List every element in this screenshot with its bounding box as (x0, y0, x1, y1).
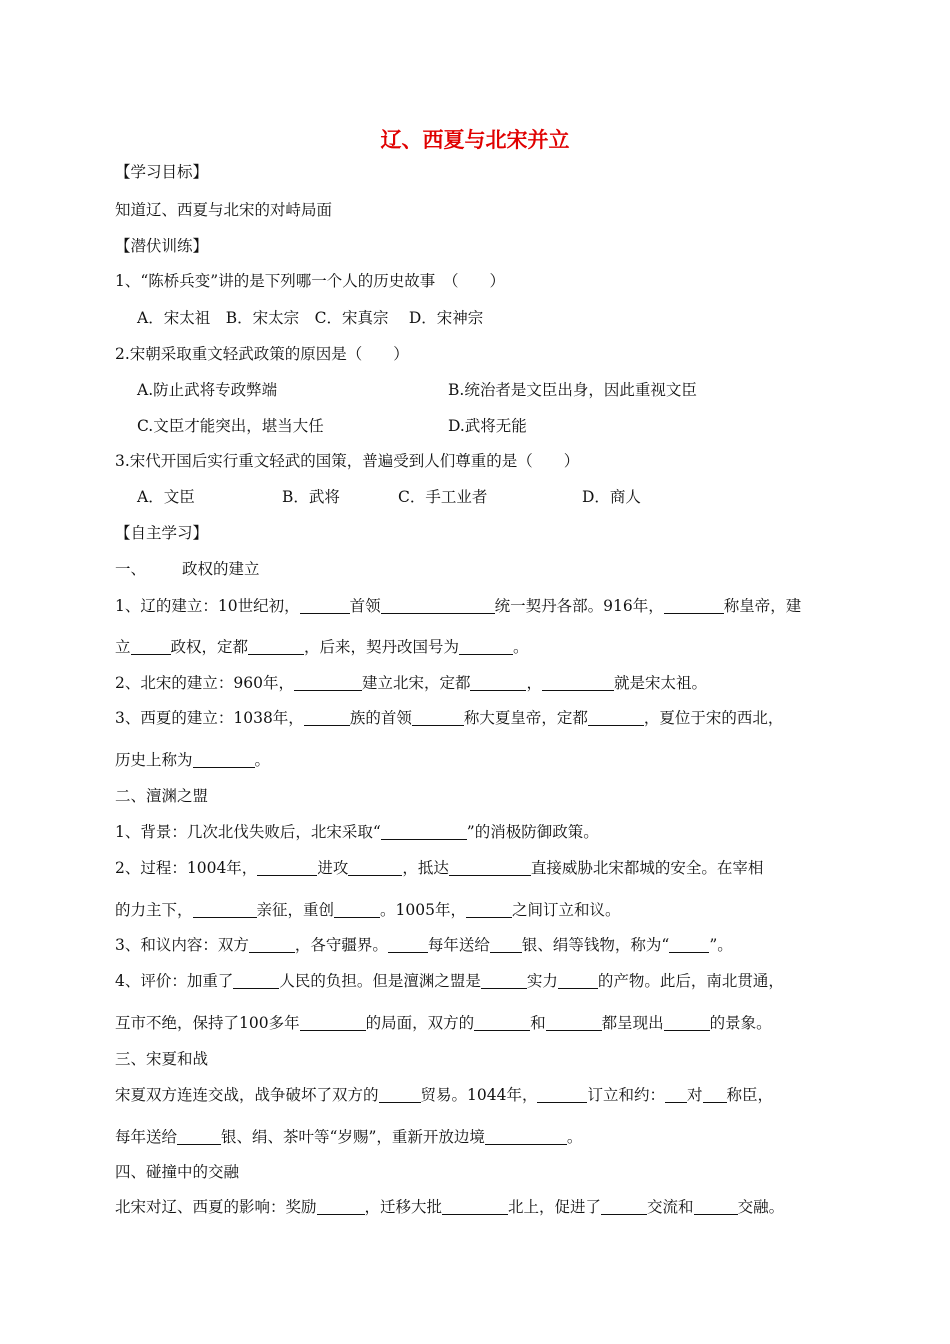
part1-line1: 1、辽的建立：10世纪初， 首领 统一契丹各部。916年， 称皇帝，建 (115, 597, 802, 615)
part3-line1: 宋夏双方连连交战，战争破坏了双方的 贸易。1044年， 订立和约： 对 称臣， (115, 1086, 774, 1104)
part2-line3: 的力主下， 亲征，重创 。1005年， 之间订立和议。 (115, 901, 621, 919)
part1-line4: 3、西夏的建立：1038年， 族的首领 称大夏皇帝，定都 ，夏位于宋的西北， (115, 709, 784, 727)
part4-heading: 四、碰撞中的交融 (115, 1163, 240, 1181)
blank[interactable] (294, 674, 362, 691)
blank[interactable] (474, 1014, 530, 1031)
blank[interactable] (449, 859, 531, 876)
blank[interactable] (177, 1128, 221, 1145)
part1-heading (115, 559, 260, 579)
blank[interactable] (379, 1086, 421, 1103)
self-study-header: 【自主学习】 (115, 524, 209, 542)
question-2-option-b: B.统治者是文臣出身，因此重视文臣 (448, 381, 697, 399)
blank[interactable] (249, 936, 295, 953)
blank[interactable] (665, 1086, 687, 1103)
question-3-option-b: B．武将 (282, 488, 340, 506)
question-3: 3.宋代开国后实行重文轻武的国策，普遍受到人们尊重的是（ ） (115, 452, 580, 470)
part2-line6: 互市不绝，保持了100多年 的局面，双方的 和 都呈现出 的景象。 (115, 1014, 772, 1032)
blank[interactable] (412, 709, 464, 726)
question-3-option-c: C．手工业者 (398, 488, 488, 506)
question-1-options: A．宋太祖 B．宋太宗 C．宋真宗 D．宋神宗 (137, 309, 484, 327)
blank[interactable] (542, 674, 614, 691)
part3-heading: 三、宋夏和战 (115, 1050, 209, 1068)
blank[interactable] (485, 1128, 567, 1145)
blank[interactable] (588, 709, 644, 726)
blank[interactable] (348, 859, 402, 876)
part4-line1: 北宋对辽、西夏的影响：奖励 ，迁移大批 北上，促进了 交流和 交融。 (115, 1198, 785, 1216)
question-1: 1、“陈桥兵变”讲的是下列哪一个人的历史故事 （ ） (115, 272, 505, 290)
blank[interactable] (300, 1014, 366, 1031)
blank[interactable] (334, 901, 380, 918)
question-2-option-a: A.防止武将专政弊端 (137, 381, 278, 399)
blank[interactable] (193, 901, 257, 918)
goal-header: 【学习目标】 (115, 163, 209, 181)
part1-heading-num: 一、 (115, 560, 147, 578)
part2-line5: 4、评价：加重了 人民的负担。但是澶渊之盟是 实力 的产物。此后，南北贯通， (115, 972, 784, 990)
blank[interactable] (381, 597, 495, 614)
blank[interactable] (490, 936, 522, 953)
page-title: 辽、西夏与北宋并立 (380, 128, 570, 152)
blank[interactable] (558, 972, 598, 989)
blank[interactable] (131, 638, 171, 655)
blank[interactable] (257, 859, 317, 876)
part1-line3: 2、北宋的建立：960年， 建立北宋，定都 ， 就是宋太祖。 (115, 674, 707, 692)
blank[interactable] (664, 1014, 710, 1031)
blank[interactable] (601, 1198, 647, 1215)
blank[interactable] (300, 597, 350, 614)
question-2: 2.宋朝采取重文轻武政策的原因是（ ） (115, 345, 409, 363)
part1-heading-text: 政权的建立 (182, 560, 260, 578)
blank[interactable] (537, 1086, 587, 1103)
part1-line2: 立 政权，定都 ，后来，契丹改国号为 。 (115, 638, 529, 656)
blank[interactable] (459, 638, 513, 655)
blank[interactable] (381, 823, 467, 840)
train-header: 【潜伏训练】 (115, 237, 209, 255)
blank[interactable] (481, 972, 527, 989)
blank[interactable] (466, 901, 512, 918)
blank[interactable] (248, 638, 304, 655)
blank[interactable] (470, 674, 526, 691)
part2-line2: 2、过程：1004年， 进攻 ，抵达 直接威胁北宋都城的安全。在宰相 (115, 859, 764, 877)
blank[interactable] (703, 1086, 727, 1103)
blank[interactable] (317, 1198, 365, 1215)
question-3-option-d: D．商人 (582, 488, 641, 506)
blank[interactable] (546, 1014, 602, 1031)
part2-line1: 1、背景：几次北伐失败后，北宋采取“ ”的消极防御政策。 (115, 823, 599, 841)
blank[interactable] (694, 1198, 738, 1215)
goal-text: 知道辽、西夏与北宋的对峙局面 (115, 201, 333, 219)
part2-line4: 3、和议内容：双方 ，各守疆界。 每年送给 银、绢等钱物，称为“ ”。 (115, 936, 733, 954)
part3-line2: 每年送给 银、绢、茶叶等“岁赐”，重新开放边境 。 (115, 1128, 583, 1146)
blank[interactable] (442, 1198, 508, 1215)
blank[interactable] (664, 597, 724, 614)
question-2-option-d: D.武将无能 (448, 417, 527, 435)
blank[interactable] (304, 709, 350, 726)
blank[interactable] (388, 936, 428, 953)
question-3-option-a: A．文臣 (137, 488, 195, 506)
part1-line5: 历史上称为 。 (115, 751, 271, 769)
blank[interactable] (669, 936, 709, 953)
blank[interactable] (193, 751, 255, 768)
blank[interactable] (233, 972, 279, 989)
part2-heading: 二、澶渊之盟 (115, 787, 209, 805)
question-2-option-c: C.文臣才能突出，堪当大任 (137, 417, 324, 435)
